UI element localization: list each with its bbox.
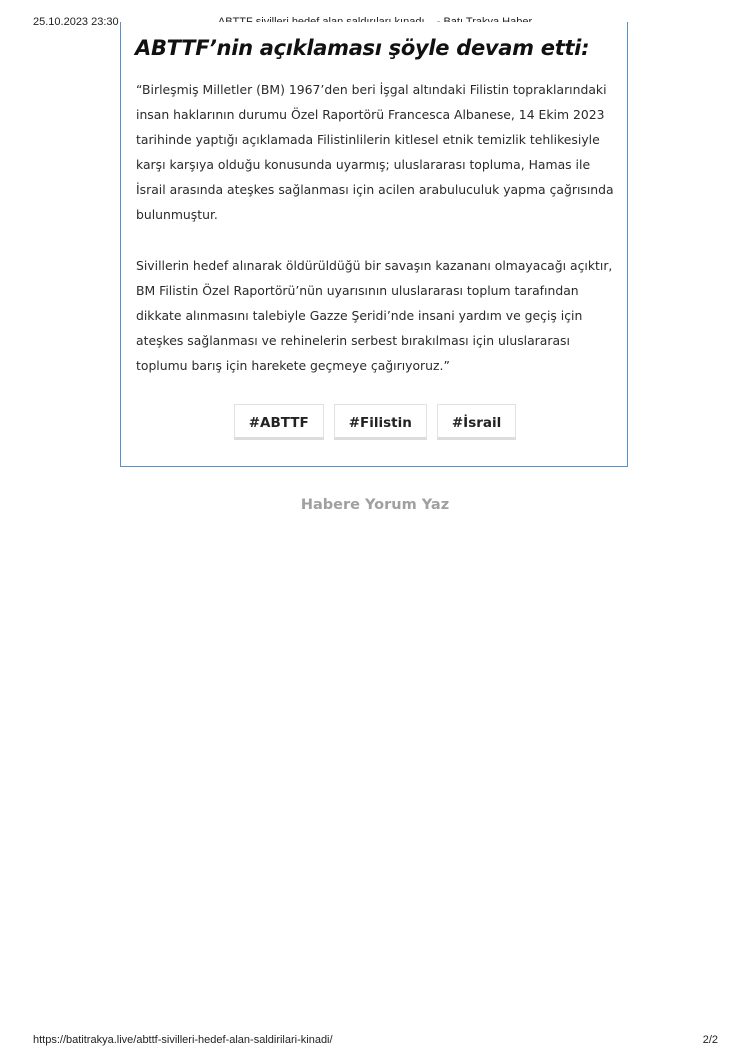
- write-comment-link[interactable]: Habere Yorum Yaz: [300, 497, 450, 513]
- article-paragraph-1: “Birleşmiş Milletler (BM) 1967’den beri İşgal altındaki Filistin topraklarındaki insan haklarının durumu Özel Raportörü Francesca Albanese, 14 Ekim 2023 tarihinde yaptığı açıklamada Filistinlilerin kitlesel etnik temizlik tehlikesiyle karşı karşıya olduğu konusunda uyarmış; uluslararası topluma, Hamas ile İsrail arasında ateşkes sağlanması için acilen arabuluculuk yapma çağrısında bulunmuştur.: [136, 82, 614, 222]
- article-content-box: [120, 22, 628, 467]
- tag-israil[interactable]: #İsrail: [437, 404, 516, 440]
- print-footer: [0, 1034, 750, 1050]
- section-heading: ABTTF’nin açıklaması şöyle devam etti:: [135, 36, 590, 60]
- tag-filistin[interactable]: #Filistin: [334, 404, 427, 440]
- print-datetime: 25.10.2023 23:30: [33, 16, 119, 28]
- article-paragraph-2: Sivillerin hedef alınarak öldürüldüğü bir savaşın kazananı olmayacağı açıktır, BM Filistin Özel Raportörü’nün uyarısının uluslararası toplum tarafından dikkate alınmasını talebiyle Gazze Şeridi’nde insani yardım ve geçiş için ateşkes sağlanması ve rehinelerin serbest bırakılması için uluslararası toplumu barış için harekete geçmeye çağırıyoruz.”: [136, 258, 613, 373]
- tag-list: [121, 404, 629, 440]
- print-page-number: 2/2: [702, 1034, 718, 1046]
- tag-abttf[interactable]: #ABTTF: [234, 404, 324, 440]
- print-url: https://batitrakya.live/abttf-sivilleri-hedef-alan-saldirilari-kinadi/: [33, 1034, 333, 1046]
